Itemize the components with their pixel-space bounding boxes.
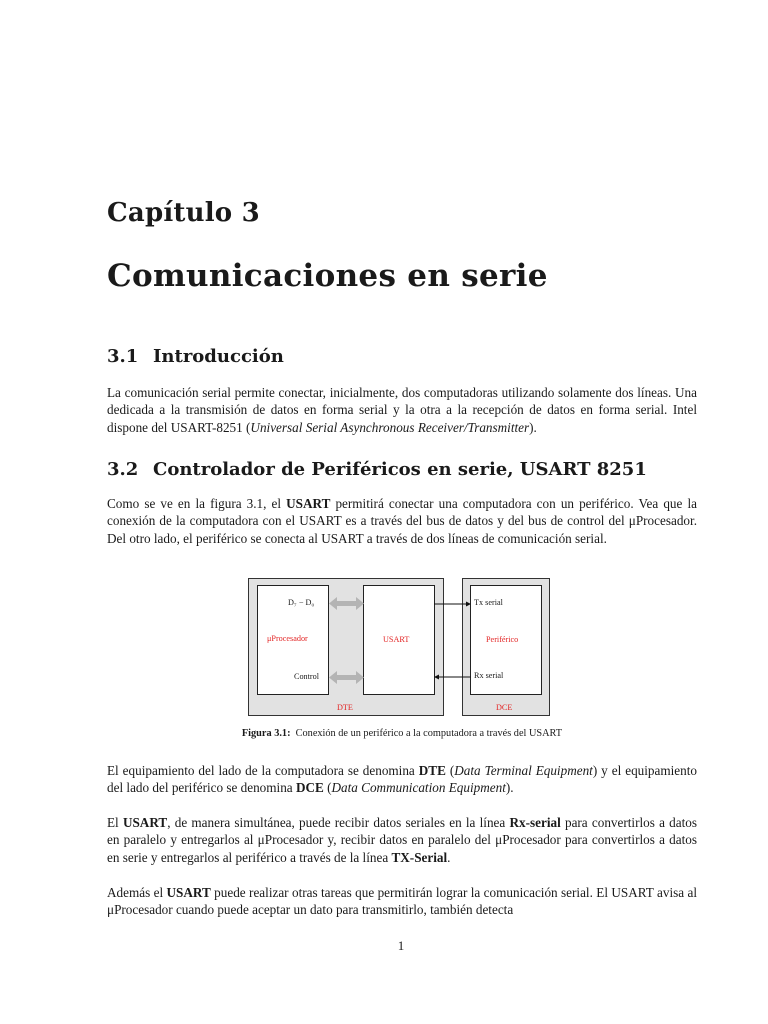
control-label: Control bbox=[294, 672, 320, 681]
processor-label: μProcesador bbox=[267, 634, 308, 643]
text-run: ( bbox=[323, 780, 332, 796]
figure-caption bbox=[107, 728, 697, 739]
text-run-bold: DCE bbox=[295, 780, 324, 796]
text-run: ). bbox=[529, 419, 537, 435]
text-run-bold: DTE bbox=[418, 763, 446, 778]
text-run-bold: USART bbox=[286, 496, 331, 511]
chapter-label: Capítulo 3 bbox=[107, 198, 260, 228]
text-run-bold: TX-Serial bbox=[391, 849, 448, 865]
dce-label: DCE bbox=[496, 703, 513, 712]
paragraph-usart-intro bbox=[107, 495, 697, 547]
page-number: 1 bbox=[397, 938, 405, 953]
chapter-title: Comunicaciones en serie bbox=[107, 258, 548, 294]
text-run-bold: USART bbox=[122, 815, 168, 830]
caption-text: Conexión de un periférico a la computadora a través del USART bbox=[295, 728, 563, 739]
text-run: . bbox=[447, 849, 451, 865]
data-bus-arrow bbox=[329, 597, 364, 610]
text-run-bold: Rx-serial bbox=[509, 815, 561, 830]
control-bus-arrow bbox=[329, 671, 364, 684]
text-run: Como se ve en la figura 3.1, el bbox=[107, 496, 287, 511]
paragraph-ademas bbox=[107, 884, 697, 919]
text-run: para convertirlos a datos en paralelo y entregarlos al μProcesador y, recibir datos en paralelo del μProcesador para convertirlos a datos en serie y entregarlos al periférico a través de la línea bbox=[107, 815, 697, 865]
peripheral-label: Periférico bbox=[486, 635, 519, 644]
section-title: Introducción bbox=[153, 346, 284, 367]
text-run: El bbox=[107, 815, 123, 830]
rx-serial-arrow bbox=[434, 675, 471, 680]
section-title: Controlador de Periféricos en serie, USART 8251 bbox=[153, 459, 647, 480]
text-run: permitirá conectar una computadora con un periférico. Vea que la conexión de la computadora con el USART es a través del bus de datos y del bus de control del μProcesador. Del otro lado, el periférico se conecta al USART a través de dos líneas de comunicación serial. bbox=[107, 496, 697, 546]
text-run: , de manera simultánea, puede recibir datos seriales en la línea bbox=[167, 815, 510, 830]
data-bus-label: D₇ − D₀ bbox=[288, 598, 315, 607]
text-run: ) y el equipamiento del lado del periférico se denomina bbox=[107, 763, 697, 796]
rx-serial-label: Rx serial bbox=[474, 671, 504, 680]
caption-label: Figura 3.1: bbox=[241, 728, 291, 739]
text-run-italic: Data Terminal Equipment bbox=[454, 763, 593, 778]
section-heading-introduccion bbox=[107, 346, 284, 367]
tx-serial-arrow bbox=[434, 602, 471, 607]
text-run: ). bbox=[505, 780, 514, 796]
section-number: 3.2 bbox=[107, 459, 139, 480]
paragraph-dte-dce bbox=[107, 762, 697, 797]
section-number: 3.1 bbox=[107, 346, 139, 367]
paragraph-intro bbox=[107, 384, 697, 436]
text-run: puede realizar otras tareas que permitirán lograr la comunicación serial. El USART avisa al μProcesador cuando puede aceptar un dato para transmitirlo, también detecta bbox=[107, 885, 697, 918]
dte-label: DTE bbox=[337, 703, 353, 712]
text-run: El equipamiento del lado de la computadora se denomina bbox=[107, 763, 419, 778]
section-heading-usart bbox=[107, 459, 647, 480]
figure-usart-diagram bbox=[248, 578, 550, 716]
tx-serial-label: Tx serial bbox=[474, 598, 503, 607]
text-run: Además el bbox=[107, 885, 167, 900]
paragraph-usart-simultaneous bbox=[107, 814, 697, 866]
text-run-italic: Universal Serial Asynchronous Receiver/Transmitter bbox=[250, 419, 530, 435]
text-run: La comunicación serial permite conectar, inicialmente, dos computadoras utilizando solamente dos líneas. Una dedicada a la transmisión de datos en forma serial y la otra a la recepción de datos en forma serial. Intel dispone del USART-8251 ( bbox=[107, 385, 697, 435]
usart-label: USART bbox=[383, 635, 410, 644]
text-run-italic: Data Communication Equipment bbox=[331, 780, 506, 796]
text-run-bold: USART bbox=[166, 885, 211, 900]
text-run: ( bbox=[445, 763, 455, 778]
